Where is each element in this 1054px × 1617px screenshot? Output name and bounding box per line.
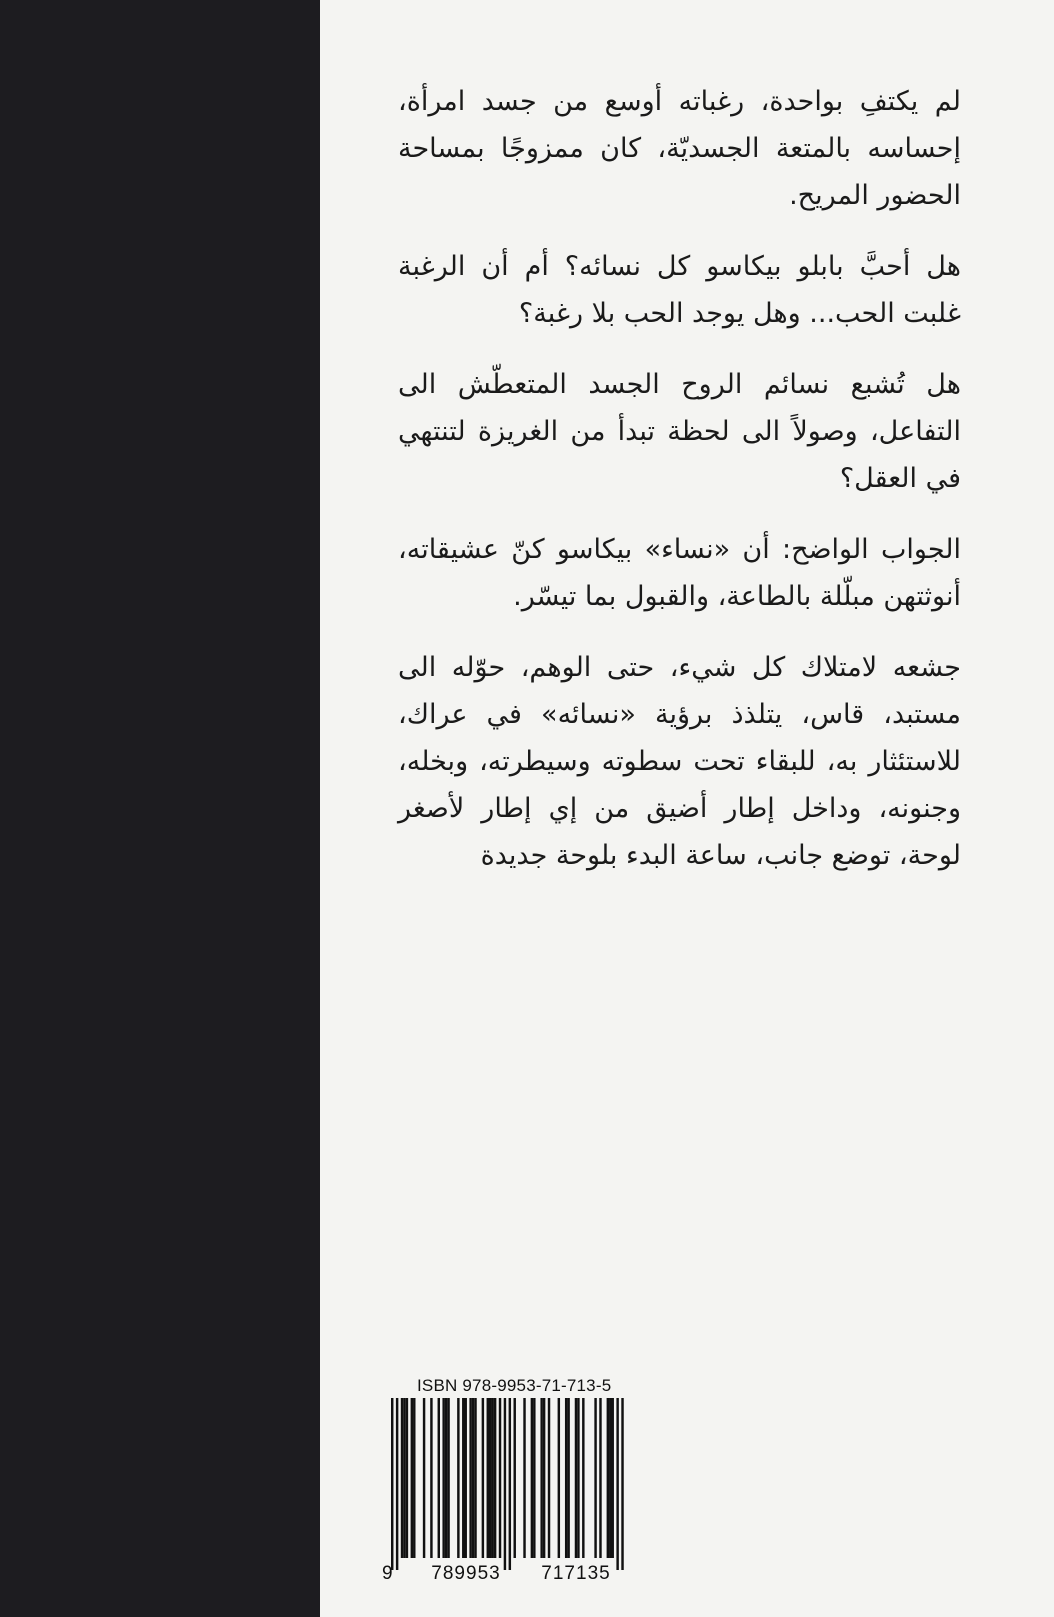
barcode-bar [396,1398,398,1570]
barcode-bar [411,1398,413,1558]
barcode-bar [494,1398,496,1558]
blurb-paragraph-2: هل أحبَّ بابلو بيكاسو كل نسائه؟ أم أن الرغبة غلبت الحب... وهل يوجد الحب بلا رغبة؟ [398,251,961,329]
barcode-bar [523,1398,525,1558]
barcode-bar [465,1398,467,1558]
barcode-bar [514,1398,516,1558]
barcode-bar [504,1398,506,1570]
barcode-bar [430,1398,432,1558]
barcode-bar [612,1398,614,1558]
ean-right-digits: 717135 [541,1563,611,1584]
barcode-bar [474,1398,476,1558]
barcode-bar [445,1398,447,1558]
barcode-bar [533,1398,535,1558]
book-spine [0,0,320,1617]
barcode-bar [594,1398,596,1558]
barcode-bar [531,1398,533,1558]
barcode-bar [391,1398,393,1570]
barcode-bar [565,1398,567,1558]
barcode-bar [607,1398,609,1558]
barcode-bar [472,1398,474,1558]
barcode-bar [469,1398,471,1558]
barcode-bar [438,1398,440,1558]
ean-left-digits: 789953 [431,1563,501,1584]
blurb-paragraph-5: جشعه لامتلاك كل شيء، حتى الوهم، حوّله الى مستبد، قاس، يتلذذ برؤية «نسائه» في عراك، للاستئثار به، للبقاء تحت سطوته وسيطرته، وبخله، وجنونه، وداخل إطار أضيق من إي إطار لأصغر لوحة، توضع جانب، ساعة البدء بلوحة جديدة [398,652,961,871]
barcode-bar [403,1398,405,1558]
barcode-bar [543,1398,545,1558]
blurb-paragraph-3: هل تُشبع نسائم الروح الجسد المتعطّش الى التفاعل، وصولاً الى لحظة تبدأ من الغريزة لتنتهي في العقل؟ [398,369,961,494]
barcode-bar [575,1398,577,1558]
barcode-bars [382,1398,632,1573]
barcode-bar [413,1398,415,1558]
barcode-bar [401,1398,403,1558]
ean-first-digit: 9 [382,1563,393,1584]
barcode-bar [509,1398,511,1570]
barcode-bar [548,1398,550,1558]
blurb-paragraph-4: الجواب الواضح: أن «نساء» بيكاسو كنّ عشيقاته، أنوثتهن مبلّلة بالطاعة، والقبول بما تيسّر. [398,534,961,612]
isbn-number: ISBN 978-9953-71-713-5 [417,1376,612,1395]
barcode-bar [567,1398,569,1558]
barcode-bar [499,1398,501,1558]
barcode-bar [491,1398,493,1558]
back-cover-blurb [398,78,961,903]
barcode-bar [577,1398,579,1558]
blurb-paragraph-1: لم يكتفِ بواحدة، رغباته أوسع من جسد امرأة، إحساسه بالمتعة الجسديّة، كان ممزوجًا بمساحة الحضور المريح. [398,86,961,211]
barcode-bar [582,1398,584,1558]
barcode-bar [482,1398,484,1558]
barcode-bar [423,1398,425,1558]
barcode-bar [616,1398,618,1570]
barcode-bar [609,1398,611,1558]
barcode-bar [442,1398,444,1558]
barcode-bar [540,1398,542,1558]
barcode-bar [599,1398,601,1558]
barcode-bar [558,1398,560,1558]
barcode-bar [447,1398,449,1558]
barcode-bar [457,1398,459,1558]
barcode-bar [462,1398,464,1558]
barcode-bar [621,1398,623,1570]
isbn-barcode [382,1376,652,1596]
barcode-bar [406,1398,408,1558]
barcode-bar [489,1398,491,1558]
barcode-bar [487,1398,489,1558]
